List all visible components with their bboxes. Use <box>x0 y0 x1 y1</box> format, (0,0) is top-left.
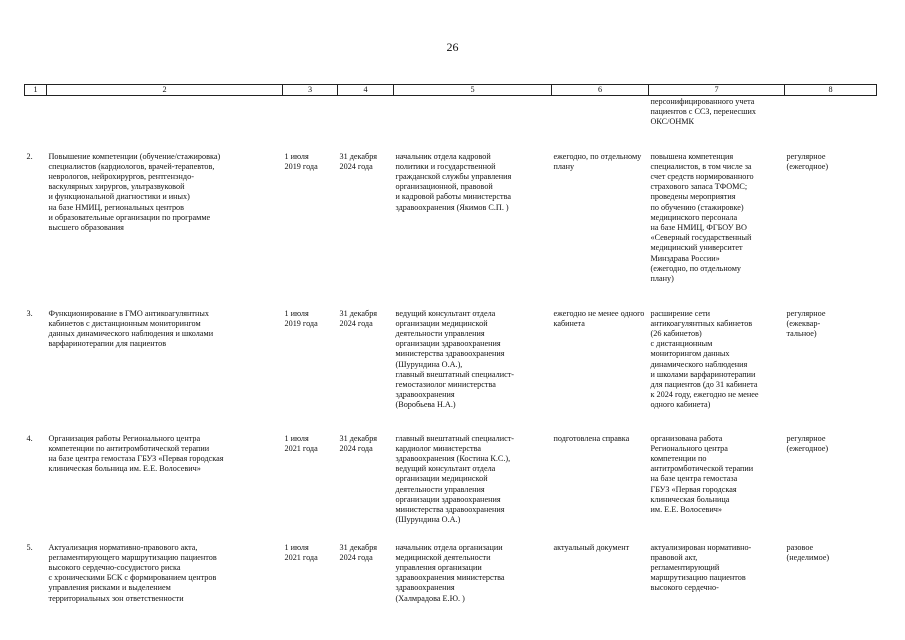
indicator-cell: расширение сети антикоагулянтных кабинетов (26 кабинетов) с дистанционным мониторингом данных динамического наблюдения и школами варфаринотерапии для пациентов (до 31 кабинета к 2024 году, ежегодно не менее одного кабинета) <box>650 308 759 410</box>
start-date-cell: 1 июля 2019 года <box>284 151 318 171</box>
periodicity-cell: разовое (неделимое) <box>786 542 830 562</box>
continuation-row <box>25 96 877 152</box>
row-number: 4. <box>26 433 33 443</box>
column-header: 6 <box>552 85 649 96</box>
event-cell: Повышение компетенции (обучение/стажировка) специалистов (кардиологов, врачей-терапевтов, неврологов, нейрохирургов, рентгенэндо- васкулярных хирургов, ультразвуковой и функциональной диагностики и иных) на базе НМИЦ, региональных центров и образовательные организации по программе высшего образования <box>48 151 221 232</box>
page-number: 26 <box>446 40 459 54</box>
table-row <box>25 434 877 543</box>
indicator-cell: актуализирован нормативно- правовой акт, регламентирующий маршрутизацию пациентов высокого сердечно- <box>650 542 752 593</box>
start-date-cell: 1 июля 2021 года <box>284 542 318 562</box>
result-cell: ежегодно, по отдельному плану <box>553 151 642 171</box>
column-header: 2 <box>47 85 283 96</box>
plan-table <box>24 84 877 605</box>
responsible-cell: начальник отдела кадровой политики и государственной гражданской службы управления организационной, правовой и кадровой работы министерства здравоохранения (Якимов С.П. ) <box>395 151 512 212</box>
indicator-cell: повышена компетенция специалистов, в том числе за счет средств нормированного страхового запаса ТФОМС; проведены мероприятия по обучению (стажировке) медицинского персонала на базе НМИЦ, ФГБОУ ВО «Северный государственный медицинский университет Минздрава России» (ежегодно, по отдельному плану) <box>650 151 754 283</box>
start-date-cell: 1 июля 2021 года <box>284 433 318 453</box>
row-number: 5. <box>26 542 33 552</box>
end-date-cell: 31 декабря 2024 года <box>339 151 378 171</box>
end-date-cell: 31 декабря 2024 года <box>339 308 378 328</box>
result-cell: подготовлена справка <box>553 433 630 443</box>
start-date-cell: 1 июля 2019 года <box>284 308 318 328</box>
column-header: 3 <box>283 85 338 96</box>
table-row <box>25 152 877 309</box>
column-header: 1 <box>25 85 47 96</box>
continuation-cell: персонифицированного учета пациентов с ССЗ, перенесших ОКС/ОНМК <box>650 97 756 127</box>
event-cell: Функционирование в ГМО антикоагулянтных кабинетов с дистанционным мониторингом данных динамического наблюдения и школами варфаринотерапии для пациентов <box>48 308 214 349</box>
responsible-cell: главный внештатный специалист- кардиолог министерства здравоохранения (Костина К.С.), ведущий консультант отдела организации медицинской деятельности управления организации здравоохранения министерства здравоохранения (Шурундина О.А.) <box>395 433 515 525</box>
row-number: 3. <box>26 308 33 318</box>
responsible-cell: ведущий консультант отдела организации медицинской деятельности управления организации здравоохранения министерства здравоохранения (Шурундина О.А.), главный внештатный специалист- гемостазиолог министерства здравоохранения (Воробьева Н.А.) <box>395 308 515 410</box>
column-header: 4 <box>338 85 394 96</box>
indicator-cell: организована работа Регионального центра компетенции по антитромботической терапии на базе центра гемостаза ГБУЗ «Первая городская клиническая больница им. Е.Е. Волосевич» <box>650 433 754 514</box>
periodicity-cell: регулярное (ежегодное) <box>786 151 829 171</box>
row-number: 2. <box>26 151 33 161</box>
result-cell: актуальный документ <box>553 542 630 552</box>
periodicity-cell: регулярное (ежеквар- тальное) <box>786 308 826 338</box>
table-row <box>25 309 877 434</box>
end-date-cell: 31 декабря 2024 года <box>339 433 378 453</box>
column-header: 8 <box>785 85 877 96</box>
column-header: 7 <box>649 85 785 96</box>
end-date-cell: 31 декабря 2024 года <box>339 542 378 562</box>
table-header <box>25 85 877 96</box>
periodicity-cell: регулярное (ежегодное) <box>786 433 829 453</box>
table-row <box>25 543 877 605</box>
column-header: 5 <box>394 85 552 96</box>
event-cell: Организация работы Регионального центра компетенции по антитромботической терапии на базе центра гемостаза ГБУЗ «Первая городская клиническая больница им. Е.Е. Волосевич» <box>48 433 224 474</box>
responsible-cell: начальник отдела организации медицинской деятельности управления организации здравоохранения министерства здравоохранения (Халмрадова Е.Ю. ) <box>395 542 505 603</box>
event-cell: Актуализация нормативно-правового акта, регламентирующего маршрутизацию пациентов высокого сердечно-сосудистого риска с хроническими БСК с формированием центров управления рисками и выделением территориальных зон ответственности <box>48 542 217 603</box>
result-cell: ежегодно не менее одного кабинета <box>553 308 645 328</box>
